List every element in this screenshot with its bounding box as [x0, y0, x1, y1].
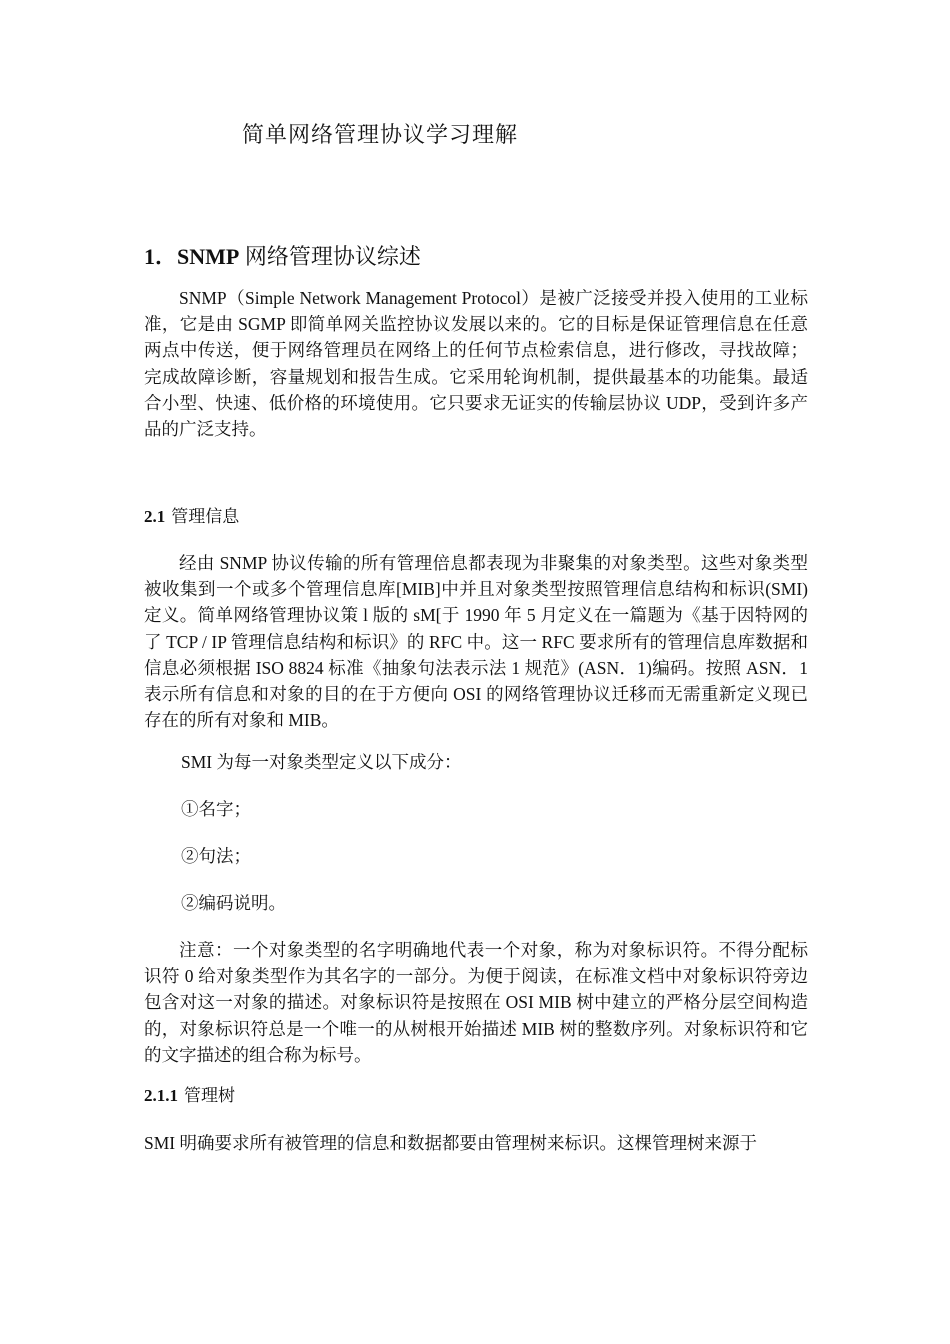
- section-1-number: 1．: [144, 244, 178, 269]
- smi-intro: SMI 为每一对象类型定义以下成分：: [181, 752, 462, 772]
- section-2-1-1-heading: [144, 1084, 235, 1108]
- section-1-title-zh: 网络管理协议综述: [244, 244, 421, 269]
- section-1-paragraph: SNMP（Simple Network Management Protocol）是被广泛接受并投入使用的工业标准，它是由 SGMP 即简单网关监控协议发展以来的。它的目标是保证管理信息在任意两点中传送，便于网络管理员在网络上的任何节点检索信息，进行修改，寻找故障；完成故障诊断，容量规划和报告生成。它采用轮询机制，提供最基本的功能集。最适合小型、快速、低价格的环境使用。它只要求无证实的传输层协议 UDP，受到许多产品的广泛支持。: [144, 288, 808, 440]
- smi-item-2: ②句法；: [181, 846, 251, 866]
- note-paragraph: 注意：一个对象类型的名字明确地代表一个对象，称为对象标识符。不得分配标识符 0 给对象类型作为其名字的一部分。为便于阅读，在标准文档中对象标识符旁边包含对这一对象的描述。对象标识符是按照在 OSI MIB 树中建立的严格分层空间构造的，对象标识符总是一个唯一的从树根开始描述 MIB 树的整数序列。对象标识符和它的文字描述的组合称为标号。: [144, 940, 808, 1065]
- smi-item-1: ①名字；: [181, 799, 251, 819]
- section-2-1-paragraph: 经由 SNMP 协议传输的所有管理倍息都表现为非聚集的对象类型。这些对象类型被收集到一个或多个管理信息库[MIB]中并且对象类型按照管理信息结构和标识(SMI)定义。简单网络管理协议策 l 版的 sM[于 1990 年 5 月定义在一篇题为《基于因特网的了 TCP / IP 管理信息结构和标识》的 RFC 中。这一 RFC 要求所有的管理信息库数据和信息必须根据 ISO 8824 标准《抽象句法表示法 1 规范》(ASN．1)编码。按照 ASN．1 表示所有信息和对象的目的在于方便向 OSI 的网络管理协议迁移而无需重新定义现已存在的所有对象和 MIB。: [144, 553, 808, 731]
- section-2-1-1-title: 管理树: [184, 1086, 235, 1105]
- section-2-1-1-paragraph: SMI 明确要求所有被管理的信息和数据都要由管理树来标识。这棵管理树来源于: [144, 1133, 757, 1153]
- section-2-1-1-number: 2.1.1: [144, 1086, 178, 1105]
- section-2-1-title: 管理信息: [171, 507, 240, 526]
- section-1-heading: [144, 242, 421, 272]
- smi-item-3: ②编码说明。: [181, 893, 286, 913]
- section-2-1-number: 2.1: [144, 507, 166, 526]
- section-2-1-heading: [144, 505, 239, 529]
- section-1-title-en: SNMP: [177, 244, 240, 269]
- document-title: 简单网络管理协议学习理解: [242, 122, 519, 147]
